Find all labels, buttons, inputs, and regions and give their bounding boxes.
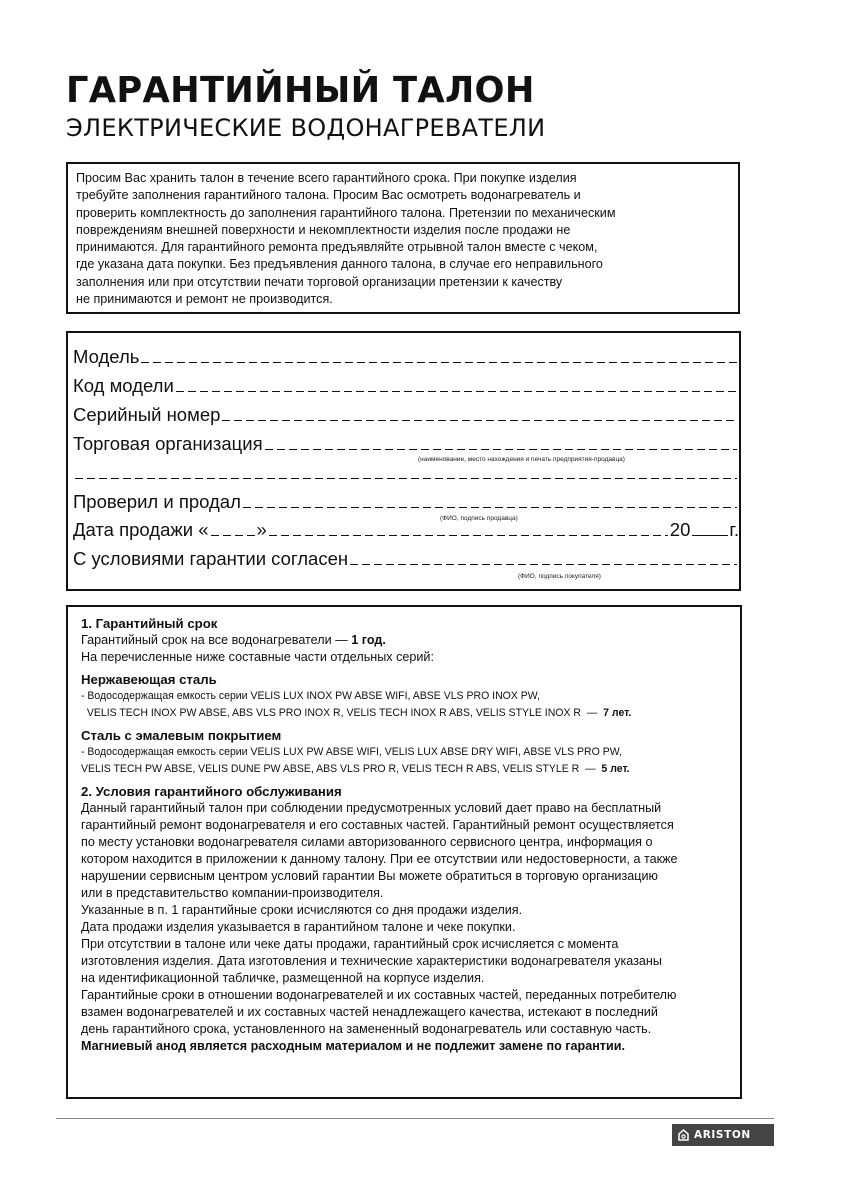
checked-sold-label: Проверил и продал [73, 491, 241, 512]
section-1-line-b: На перечисленные ниже составные части отдельных серий: [81, 650, 434, 664]
section-2-line: Указанные в п. 1 гарантийные сроки исчисляются со дня продажи изделия. [81, 903, 523, 917]
notice-box [66, 162, 740, 314]
footer-divider [56, 1118, 774, 1119]
serial-field[interactable] [73, 400, 739, 426]
trade-org-hint: (наименование, место нахождения и печать предприятия-продавца) [418, 456, 625, 463]
stainless-line-2: VELIS TECH INOX PW ABSE, ABS VLS PRO INOX R, VELIS TECH INOX R ABS, VELIS STYLE INOX R — 7 лет. [81, 707, 632, 719]
sale-date-field[interactable] [73, 515, 739, 541]
serial-label: Серийный номер [73, 404, 221, 425]
ariston-logo [672, 1124, 774, 1146]
trade-org-line [265, 449, 737, 450]
page-title: ГАРАНТИЙНЫЙ ТАЛОН [66, 70, 535, 111]
page-subtitle: ЭЛЕКТРИЧЕСКИЕ ВОДОНАГРЕВАТЕЛИ [66, 114, 546, 142]
section-2-line: гарантийный ремонт водонагревателя и его составных частей. Гарантийный ремонт осуществляется [81, 818, 674, 832]
warranty-terms-box [66, 605, 742, 1099]
section-2-line: нарушении сервисным центром условий гарантии Вы можете обратиться в торговую организацию [81, 869, 658, 883]
sale-day-line [211, 535, 255, 536]
enamel-title: Сталь с эмалевым покрытием [81, 728, 282, 743]
trade-org-field-2[interactable] [73, 458, 739, 484]
model-code-field[interactable] [73, 371, 739, 397]
buyer-hint: (ФИО, подпись покупателя) [518, 573, 601, 580]
section-2-line: Гарантийные сроки в отношении водонагревателей и их составных частей, переданных потребителю [81, 988, 677, 1002]
section-2-line: Данный гарантийный талон при соблюдении предусмотренных условий дает право на бесплатный [81, 801, 662, 815]
agree-line [350, 564, 737, 565]
seller-hint: (ФИО, подпись продавца) [440, 515, 518, 522]
enamel-line-2: VELIS TECH PW ABSE, VELIS DUNE PW ABSE, ABS VLS PRO R, VELIS TECH R ABS, VELIS STYLE R — 5 лет. [81, 763, 630, 775]
model-code-line [176, 391, 737, 392]
section-2-final: Магниевый анод является расходным материалом и не подлежит замене по гарантии. [81, 1039, 625, 1053]
stainless-title: Нержавеющая сталь [81, 672, 217, 687]
year-line [692, 535, 728, 536]
trade-org-field[interactable] [73, 429, 739, 455]
sale-date-close: » [256, 519, 267, 540]
section-2-line: или в представительство компании-производителя. [81, 886, 384, 900]
section-2-line: Дата продажи изделия указывается в гарантийном талоне и чеке покупки. [81, 920, 516, 934]
trade-org-label: Торговая организация [73, 433, 263, 454]
notice-text: Просим Вас хранить талон в течение всего гарантийного срока. При покупке изделия требуйте заполнения гарантийного талона. Просим Вас осмотреть водонагреватель и проверить комплектность до заполнения гарантийного талона. Претензии по механическим повреждениям внешней поверхности и некомплектности изделия после продажи не принимаются. Для гарантийного ремонта предъявляйте отрывной талон вместе с чеком, где указана дата покупки. Без предъявления данного талона, в случае его неправильного заполнения или при отсутствии печати торговой организации претензии к качеству не принимаются и ремонт не производится. [76, 171, 616, 307]
section-2-line: изготовления изделия. Дата изготовления и технические характеристики водонагревателя указаны [81, 954, 662, 968]
model-code-label: Код модели [73, 375, 174, 396]
year-suffix: г. [729, 519, 739, 540]
sale-date-label: Дата продажи « [73, 519, 209, 540]
stainless-line-1: - Водосодержащая емкость серии VELIS LUX INOX PW ABSE WIFI, ABSE VLS PRO INOX PW, [81, 690, 541, 702]
section-2-title: 2. Условия гарантийного обслуживания [81, 784, 342, 799]
warranty-form [66, 331, 741, 591]
section-2-line: по месту установки водонагревателя силами авторизованного сервисного центра, информация о [81, 835, 653, 849]
serial-line [222, 420, 737, 421]
model-line [141, 362, 737, 363]
section-2-line: на идентификационной табличке, размещенной на корпусе изделия. [81, 971, 485, 985]
checked-sold-field[interactable] [73, 487, 739, 513]
section-1-title: 1. Гарантийный срок [81, 616, 218, 631]
brand-name: ARISTON [694, 1129, 751, 1141]
year-prefix: 20 [669, 519, 691, 540]
section-2-line: взамен водонагревателей и их составных частей ненадлежащего качества, истекают в последний [81, 1005, 658, 1019]
section-2-line: день гарантийного срока, установленного на замененный водонагреватель или составную часть. [81, 1022, 652, 1036]
model-label: Модель [73, 346, 140, 367]
section-2-line: При отсутствии в талоне или чеке даты продажи, гарантийный срок исчисляется с момента [81, 937, 619, 951]
house-icon [678, 1129, 689, 1141]
trade-org-line-2 [75, 478, 737, 479]
section-2-line: котором находится в приложении к данному талону. При ее отсутствии или недостоверности, а также [81, 852, 678, 866]
sale-month-line [269, 535, 668, 536]
section-1-line-a: Гарантийный срок на все водонагреватели — 1 год. [81, 633, 386, 647]
enamel-line-1: - Водосодержащая емкость серии VELIS LUX PW ABSE WIFI, VELIS LUX ABSE DRY WIFI, ABSE VLS PRO PW, [81, 746, 622, 758]
agree-field[interactable] [73, 544, 739, 570]
checked-sold-line [243, 507, 737, 508]
agree-label: С условиями гарантии согласен [73, 548, 349, 569]
model-field[interactable] [73, 342, 739, 368]
